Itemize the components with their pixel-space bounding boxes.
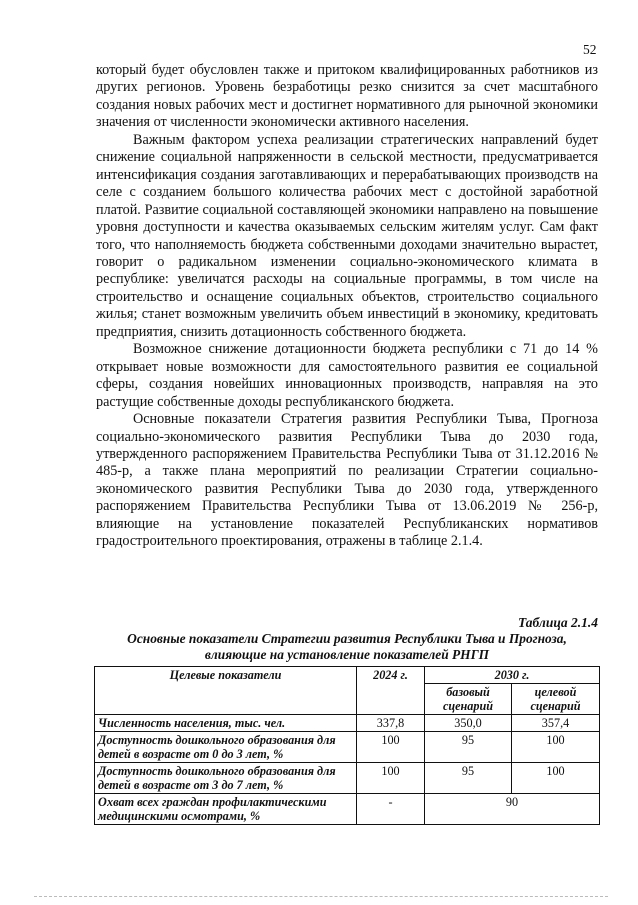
paragraph: Возможное снижение дотационности бюджета республики с 71 до 14 % открывает новые возможности для самостоятельного развития ее социальной сферы, создания новейших инновационных производств, направляя на это растущие собственные доходы республиканского бюджета. (96, 341, 598, 410)
header-2030: 2030 г. (425, 667, 600, 684)
table-row (95, 763, 600, 794)
cell-2030-merged: 90 (425, 794, 600, 825)
paragraph: Основные показатели Стратегия развития Республики Тыва, Прогноза социально-экономического развития Республики Тыва до 2030 года, утвержденного распоряжением Правительства Республики Тыва от 31.12.2016 № 485-р, а также плана мероприятий по реализации Стратегии социально-экономического развития Республики Тыва до 2030 года, утвержденного распоряжением Правительства Республики Тыва от 13.06.2019 № 256-р, влияющие на установление показателей Республиканских нормативов градостроительного проектирования, отражены в таблице 2.1.4. (96, 411, 598, 550)
header-target-scenario: целевой сценарий (512, 684, 600, 715)
table-row (95, 715, 600, 732)
header-2024: 2024 г. (357, 667, 425, 715)
table-row (95, 732, 600, 763)
table-header-row (95, 667, 600, 684)
body-text (96, 62, 598, 551)
row-label: Доступность дошкольного образования для детей в возрасте от 0 до 3 лет, % (95, 732, 357, 763)
cell-2024: 100 (357, 763, 425, 794)
cell-target: 357,4 (512, 715, 600, 732)
scan-edge-line (34, 896, 608, 897)
cell-base: 350,0 (425, 715, 512, 732)
cell-base: 95 (425, 732, 512, 763)
cell-2024: - (357, 794, 425, 825)
cell-2024: 100 (357, 732, 425, 763)
table-reference: Таблица 2.1.4 (518, 615, 598, 630)
paragraph: который будет обусловлен также и притоком квалифицированных работников из других регионов. Уровень безработицы резко снизится за счет масштабного создания новых рабочих мест и достигнет нормативного для рыночной экономики значения от численности экономически активного населения. (96, 62, 598, 131)
table-caption: Основные показатели Стратегии развития Республики Тыва и Прогноза, влияющие на установление показателей РНГП (127, 631, 567, 662)
cell-base: 95 (425, 763, 512, 794)
cell-target: 100 (512, 732, 600, 763)
page-number: 52 (583, 42, 597, 57)
table-row (95, 794, 600, 825)
cell-target: 100 (512, 763, 600, 794)
row-label: Охват всех граждан профилактическими медицинскими осмотрами, % (95, 794, 357, 825)
row-label: Доступность дошкольного образования для детей в возрасте от 3 до 7 лет, % (95, 763, 357, 794)
cell-2024: 337,8 (357, 715, 425, 732)
row-label: Численность населения, тыс. чел. (95, 715, 357, 732)
indicators-table (94, 666, 600, 825)
header-indicator: Целевые показатели (95, 667, 357, 715)
paragraph: Важным фактором успеха реализации стратегических направлений будет снижение социальной напряженности в сельской местности, предусматривается интенсификация создания заготавливающих и перерабатывающих производств на селе с созданием большого количества рабочих мест с достойной заработной платой. Развитие социальной составляющей экономики направлено на повышение уровня доступности и качества оказываемых сельским жителям услуг. Сам факт того, что наполняемость бюджета собственными доходами значительно вырастет, говорит о радикальном изменении социально-экономического климата в республике: увеличатся расходы на социальные программы, в том числе на строительство и оснащение социальных объектов, строительство социального жилья; станет возможным увеличить объем инвестиций в экономику, кредитовать предприятия, снизить дотационность собственного бюджета. (96, 131, 598, 340)
header-base-scenario: базовый сценарий (425, 684, 512, 715)
